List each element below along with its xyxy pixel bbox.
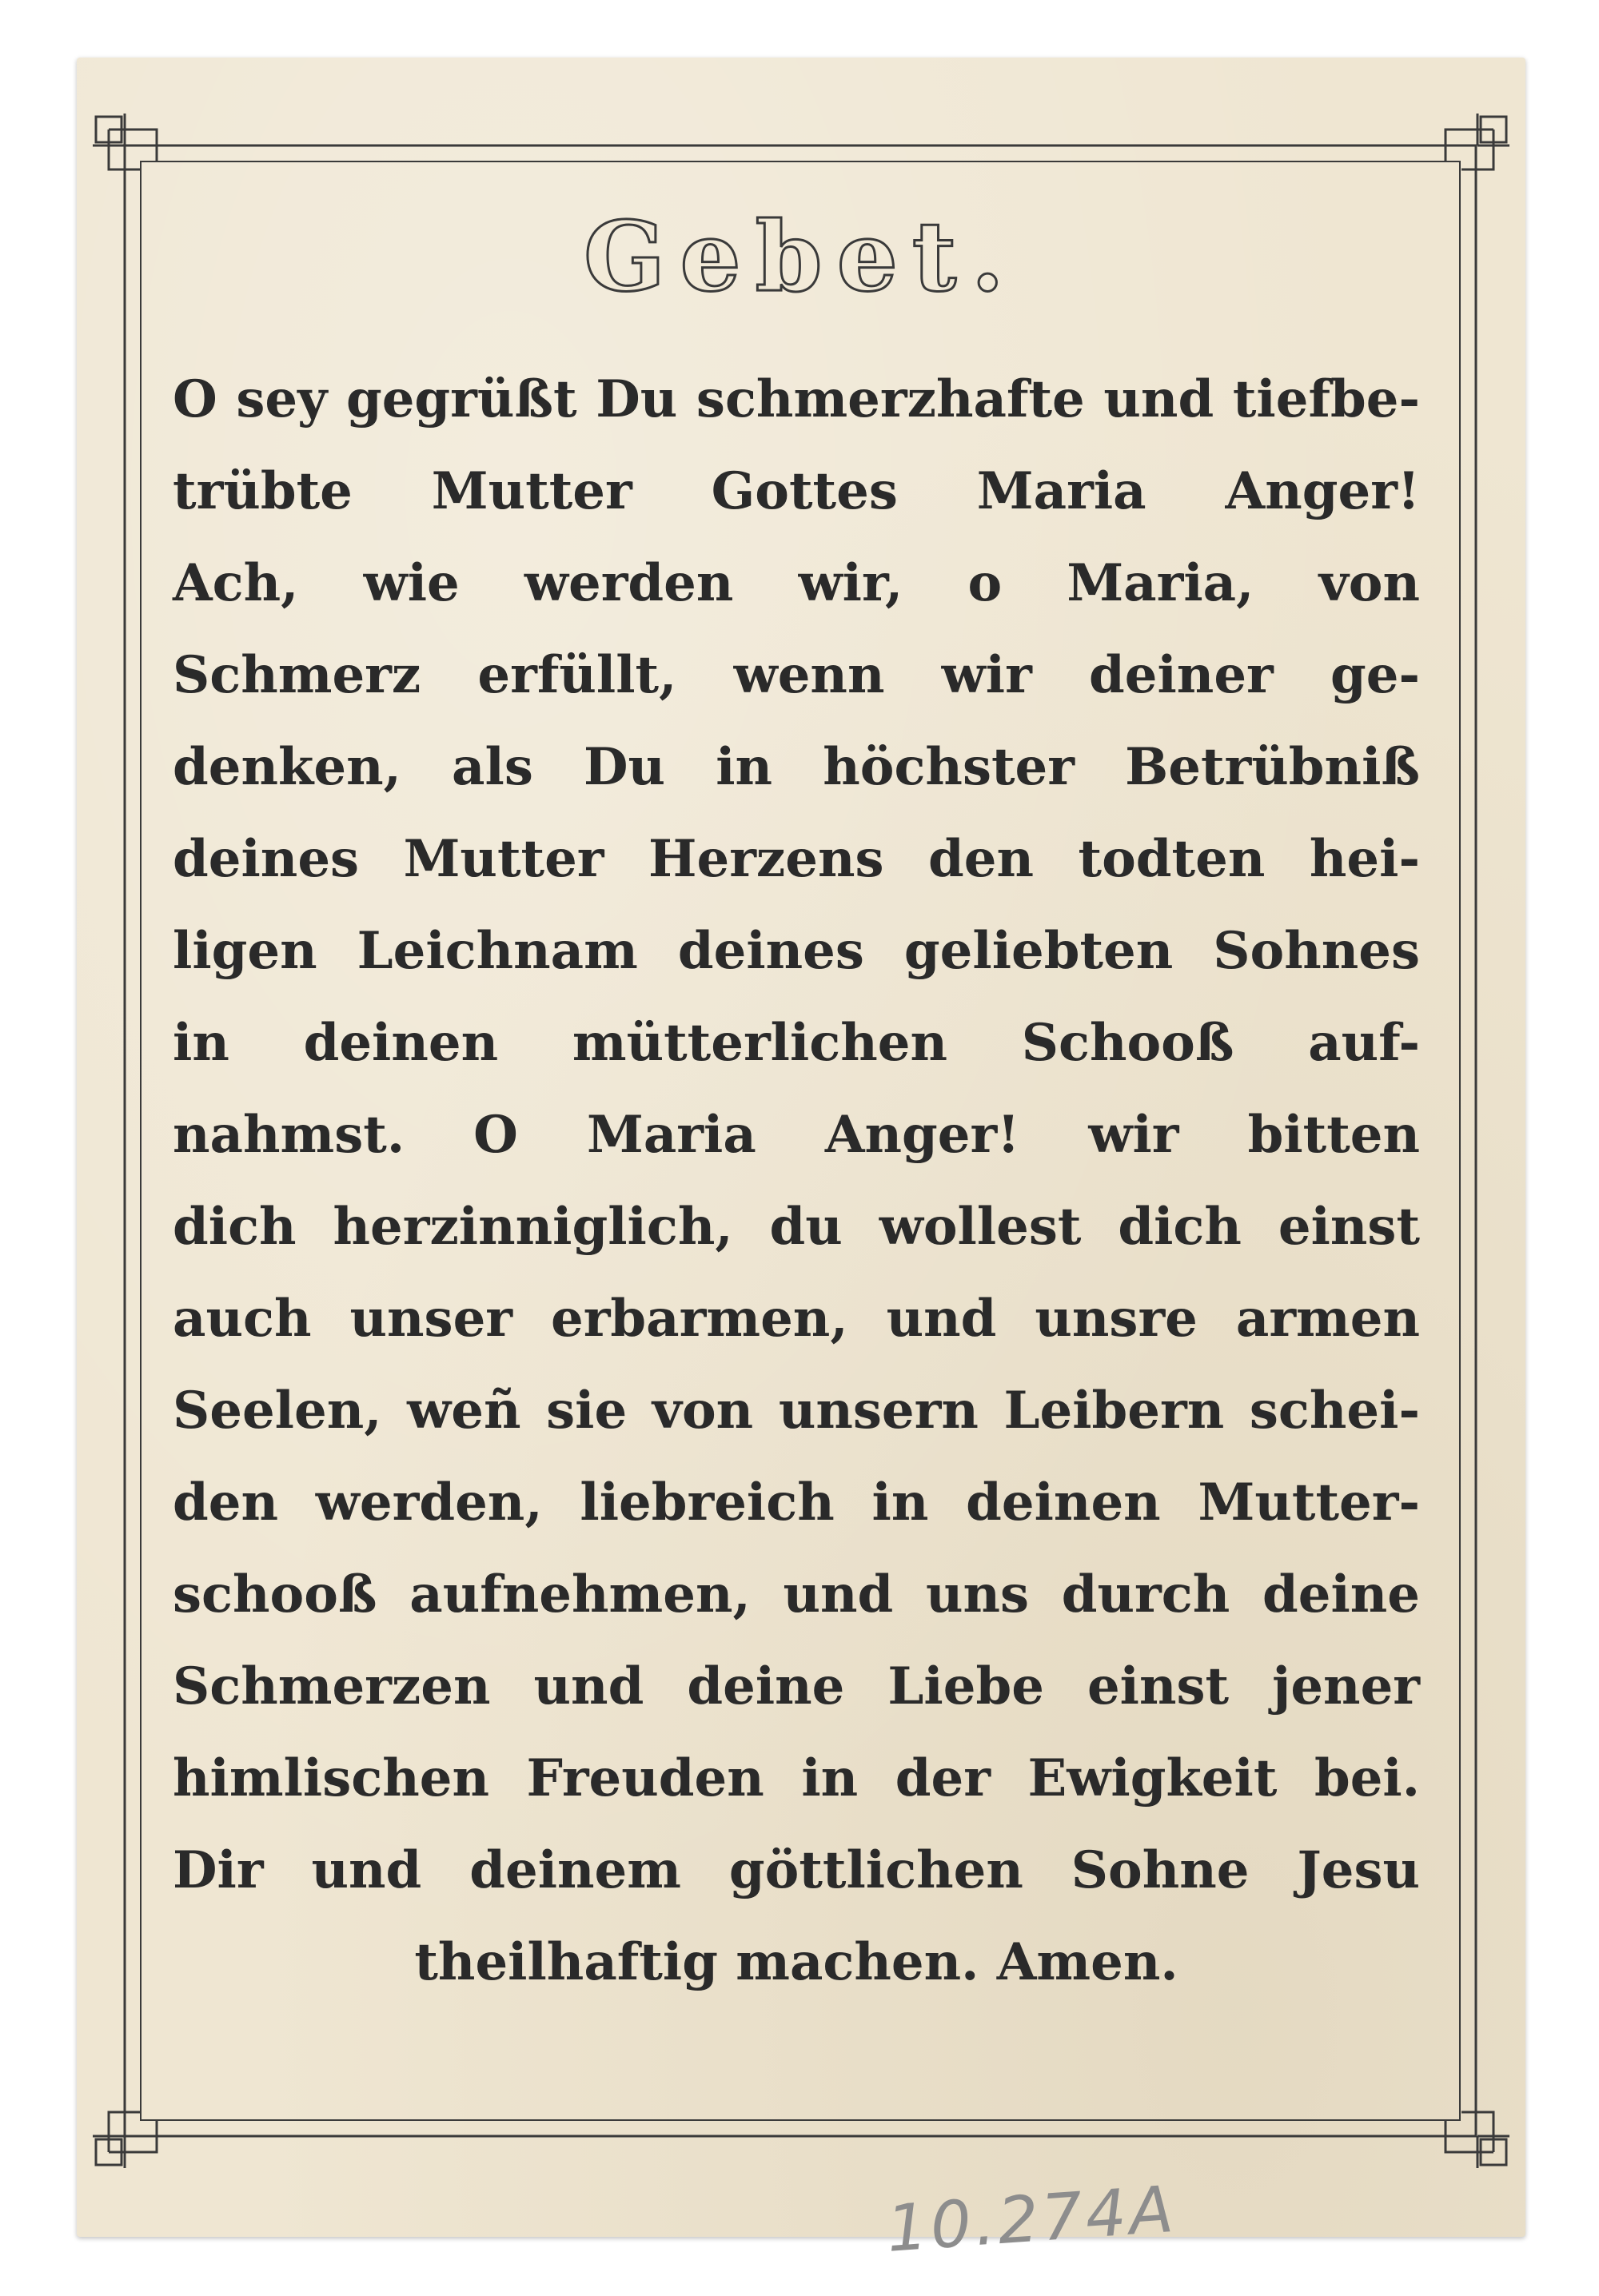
prayer-line: deines Mutter Herzens den todten hei-	[173, 829, 1420, 889]
prayer-line: himlischen Freuden in der Ewigkeit bei.	[173, 1748, 1420, 1808]
prayer-line: schooß aufnehmen, und uns durch deine	[173, 1565, 1420, 1624]
prayer-line: Schmerz erfüllt, wenn wir deiner ge-	[173, 645, 1420, 705]
prayer-line: ligen Leichnam deines geliebten Sohnes	[173, 921, 1420, 981]
catalog-number: 10.274A	[884, 2171, 1179, 2266]
prayer-line: dich herzinniglich, du wollest dich einst	[173, 1197, 1420, 1257]
prayer-line: Dir und deinem göttlichen Sohne Jesu	[173, 1840, 1420, 1900]
prayer-title: Gebet.	[583, 201, 1019, 313]
prayer-text	[173, 353, 1420, 2008]
prayer-line: nahmst. O Maria Anger! wir bitten	[173, 1105, 1420, 1165]
prayer-line: auch unser erbarmen, und unsre armen	[173, 1289, 1420, 1349]
prayer-line: Schmerzen und deine Liebe einst jener	[173, 1656, 1420, 1716]
prayer-line: den werden, liebreich in deinen Mutter-	[173, 1473, 1420, 1533]
prayer-line: O sey gegrüßt Du schmerzhafte und tiefbe-	[173, 369, 1420, 429]
prayer-line: Seelen, weñ sie von unsern Leibern schei-	[173, 1381, 1420, 1441]
prayer-card	[77, 58, 1525, 2266]
prayer-line: Ach, wie werden wir, o Maria, von	[173, 553, 1420, 613]
prayer-line-final: theilhaftig machen. Amen.	[414, 1932, 1178, 1992]
prayer-line: in deinen mütterlichen Schooß auf-	[173, 1013, 1420, 1073]
prayer-line: denken, als Du in höchster Betrübniß	[173, 737, 1420, 797]
prayer-line: trübte Mutter Gottes Maria Anger!	[173, 461, 1420, 521]
